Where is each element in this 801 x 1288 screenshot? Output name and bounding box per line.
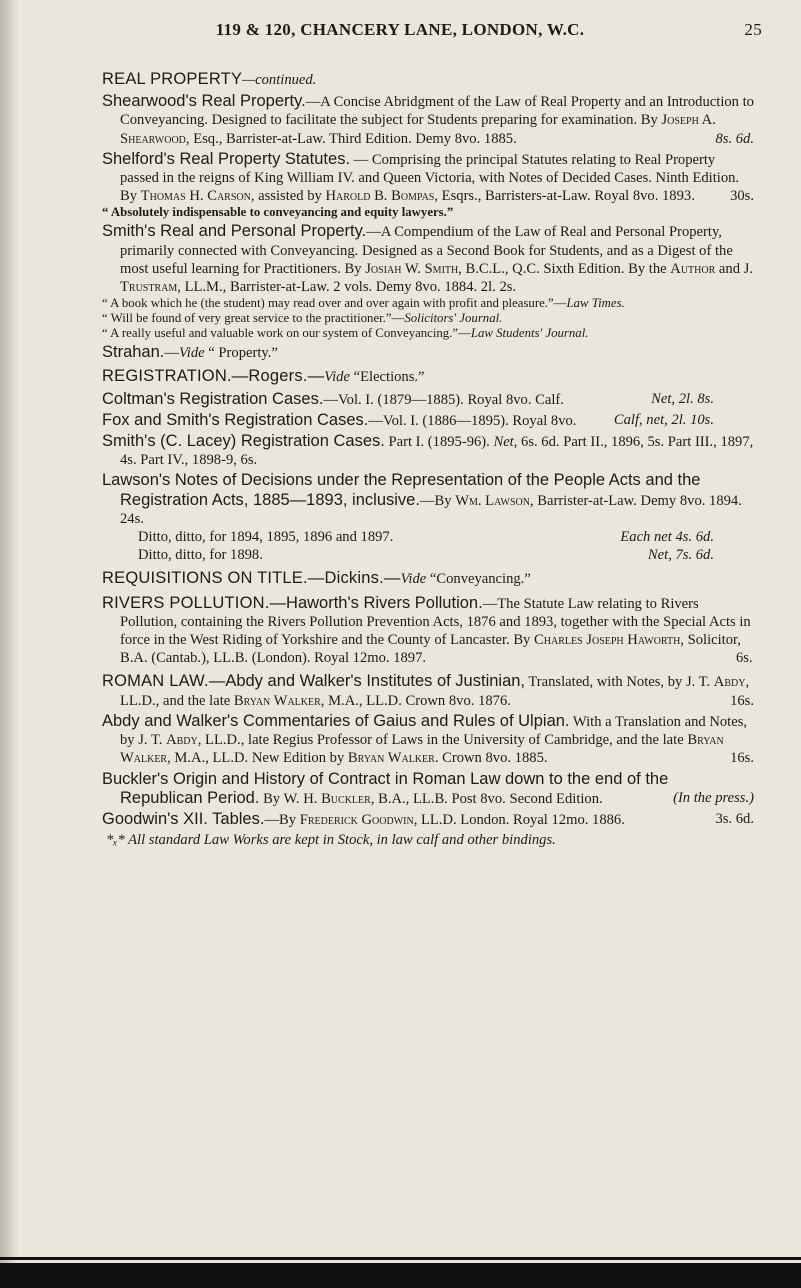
entry-buckler: Buckler's Origin and History of Contract in Roman Law down to the end of the Republican Period. By W. H. Buckler, B.A., LL.B. Post 8vo. Second Edition. (In the press.) bbox=[102, 769, 754, 807]
entry-title: Goodwin's XII. Tables. bbox=[102, 809, 265, 828]
entry-price: 3s. 6d. bbox=[715, 810, 754, 827]
section-heading-registration: REGISTRATION.—Rogers.—Vide “Elections.” bbox=[102, 367, 425, 386]
footnote: *ₓ* All standard Law Works are kept in Stock, in law calf and other bindings. bbox=[106, 832, 556, 849]
section-heading-requisitions: REQUISITIONS ON TITLE.—Dickins.—Vide “Conveyancing.” bbox=[102, 569, 531, 588]
entry-price: Calf, net, 2l. 10s. bbox=[613, 411, 714, 428]
header-address: 119 & 120, CHANCERY LANE, LONDON, W.C. bbox=[215, 20, 585, 39]
author-name: Buckler bbox=[321, 790, 371, 807]
page-header bbox=[30, 20, 770, 48]
entry-title: Lawson's Notes of Decisions under the Representation of the People Acts and the Registration Acts, 1885—1893, inclusive. bbox=[102, 471, 701, 509]
author-name: J. Trustram bbox=[120, 260, 753, 296]
entry-price: 30s. bbox=[730, 188, 754, 205]
entry-shelford: Shelford's Real Property Statutes. — Comprising the principal Statutes relating to Real Property passed in the reigns of King William IV. and Queen Victoria, with Notes of Decided Cases. Ninth Edition. By Thomas H. Carson, assisted by Harold B. Bompas, Esqrs., Barristers-at-Law. Royal 8vo. 1893. 30s. “ Absolutely indispensable to conveyancing and equity lawyers.” bbox=[102, 149, 754, 220]
entry-smith-lacey: Smith's (C. Lacey) Registration Cases. Part I. (1895-96). Net, 6s. 6d. Part II., 1896, 5s. Part III., 1897, 4s. Part IV., 1898-9, 6s. bbox=[102, 432, 754, 469]
entry-price: 16s. bbox=[730, 750, 754, 767]
entry-title: —Abdy and Walker's Institutes of Justinian, bbox=[208, 672, 526, 691]
ditto-line: Ditto, ditto, for 1898. Net, 7s. 6d. bbox=[120, 546, 754, 564]
section-heading-real-property: REAL PROPERTY—continued. bbox=[102, 70, 317, 88]
entry-abdy-gaius: Abdy and Walker's Commentaries of Gaius and Rules of Ulpian. With a Translation and Notes, by J. T. Abdy, LL.D., late Regius Professor of Laws in the University of Cambridge, and the late Bryan Walker, M.A., LL.D. New Edition by Bryan Walker. Crown 8vo. 1885. 16s. bbox=[102, 711, 754, 767]
entry-title: —Haworth's Rivers Pollution. bbox=[269, 593, 483, 612]
review-quote: “ A really useful and valuable work on our system of Conveyancing.”—Law Students' Journal. bbox=[102, 326, 589, 341]
bottom-black-rule bbox=[0, 1263, 801, 1288]
page-spine-shadow bbox=[0, 0, 18, 1288]
entry-title: Smith's (C. Lacey) Registration Cases. bbox=[102, 432, 385, 451]
review-quote: “ Absolutely indispensable to conveyancing and equity lawyers.” bbox=[102, 205, 454, 220]
entry-goodwin: Goodwin's XII. Tables.—By Frederick Goodwin, LL.D. London. Royal 12mo. 1886. 3s. 6d. bbox=[102, 809, 754, 828]
entry-coltman: Coltman's Registration Cases.—Vol. I. (1879—1885). Royal 8vo. Calf. Net, 2l. 8s. bbox=[102, 390, 754, 409]
entry-price: (In the press.) bbox=[673, 789, 754, 806]
review-quote: “ A book which he (the student) may read over and over again with profit and pleasure.”—Law Times. bbox=[102, 296, 625, 311]
entry-title: Buckler's Origin and History of Contract in Roman Law down to the end of the Republican Period. bbox=[102, 769, 669, 807]
author-name: Charles Joseph Haworth bbox=[534, 632, 681, 649]
entry-title: Shearwood's Real Property. bbox=[102, 92, 306, 111]
author-name: Bryan Walker bbox=[347, 750, 435, 767]
review-quote: “ Will be found of very great service to the practitioner.”—Solicitors' Journal. bbox=[102, 311, 503, 326]
entry-smith-property: Smith's Real and Personal Property.—A Compendium of the Law of Real and Personal Property, primarily connected with Conveyancing. Designed as a Second Book for Students, and as a Digest of the most useful learning for Practitioners. By Josiah W. Smith, B.C.L., Q.C. Sixth Edition. By the Author and J. Trustram, LL.M., Barrister-at-Law. 2 vols. Demy 8vo. 1884. 2l. 2s. “ A book which he (the student) may read over and over again with profit and pleasure.”—Law Times. “ Will be found of very great service to the practitioner.”—Solicitors' Journal. “ A really useful and valuable work on our system of Conveyancing.”—Law Students' Journal. bbox=[102, 222, 753, 341]
author-name: Josiah W. Smith bbox=[365, 260, 459, 277]
entry-haworth: RIVERS POLLUTION.—Haworth's Rivers Pollution.—The Statute Law relating to Rivers Pollution, containing the Rivers Pollution Prevention Acts, 1876 and 1893, together with the Special Acts in force in the West Riding of Yorkshire and the County of Lancaster. By Charles Joseph Haworth, Solicitor, B.A. (Cantab.), LL.B. (London). Royal 12mo. 1897. 6s. bbox=[102, 593, 753, 667]
author-name: Thomas H. Carson bbox=[140, 188, 251, 205]
entry-price: 16s. bbox=[730, 692, 754, 709]
entry-fox-smith: Fox and Smith's Registration Cases.—Vol. I. (1886—1895). Royal 8vo. Calf, net, 2l. 10s. bbox=[102, 411, 754, 430]
section-heading-roman-law: ROMAN LAW. bbox=[102, 672, 209, 691]
author-name: Abdy bbox=[166, 732, 198, 749]
author-name: Harold B. Bompas bbox=[325, 188, 435, 205]
author-name: Author bbox=[670, 260, 716, 277]
section-heading-rivers: RIVERS POLLUTION. bbox=[102, 593, 270, 612]
author-name: Bryan Walker bbox=[120, 732, 724, 767]
page-number: 25 bbox=[744, 20, 762, 39]
asterism-icon: *ₓ* bbox=[106, 832, 125, 849]
entry-title: Smith's Real and Personal Property. bbox=[102, 222, 367, 241]
entry-lawson: Lawson's Notes of Decisions under the Representation of the People Acts and the Registration Acts, 1885—1893, inclusive.—By Wm. Lawson, Barrister-at-Law. Demy 8vo. 1894. 24s. Ditto, ditto, for 1894, 1895, 1896 and 1897. Each net 4s. 6d. Ditto, ditto, for 1898. Net, 7s. 6d. bbox=[102, 471, 754, 564]
catalogue-content bbox=[102, 65, 754, 849]
entry-price: Each net 4s. 6d. bbox=[620, 529, 714, 546]
entry-title: Coltman's Registration Cases. bbox=[102, 389, 324, 408]
entry-strahan: Strahan.—Vide “ Property.” bbox=[102, 343, 278, 362]
entry-title: Fox and Smith's Registration Cases. bbox=[102, 410, 369, 429]
author-name: Frederick Goodwin bbox=[299, 811, 414, 828]
entry-title: Abdy and Walker's Commentaries of Gaius and Rules of Ulpian. bbox=[102, 711, 570, 730]
entry-price: Net, 7s. 6d. bbox=[647, 547, 714, 564]
author-name: Bryan Walker bbox=[233, 692, 321, 709]
author-name: Abdy bbox=[713, 674, 746, 691]
ditto-line: Ditto, ditto, for 1894, 1895, 1896 and 1897. Each net 4s. 6d. bbox=[120, 528, 754, 546]
entry-price: 8s. 6d. bbox=[715, 130, 754, 147]
entry-shearwood: Shearwood's Real Property.—A Concise Abridgment of the Law of Real Property and an Introduction to Conveyancing. Designed to facilitate the subject for Students preparing for examination. By Joseph A. Shearwood, Esq., Barrister-at-Law. Third Edition. Demy 8vo. 1885. 8s. 6d. bbox=[102, 92, 754, 147]
author-name: Wm. Lawson bbox=[455, 492, 530, 509]
entry-price: Net, 2l. 8s. bbox=[651, 390, 714, 407]
author-name: Joseph A. Shearwood bbox=[120, 112, 716, 147]
entry-abdy-institutes: ROMAN LAW.—Abdy and Walker's Institutes of Justinian, Translated, with Notes, by J. T. Abdy, LL.D., and the late Bryan Walker, M.A., LL.D. Crown 8vo. 1876. 16s. bbox=[102, 672, 754, 709]
entry-title: Strahan. bbox=[102, 343, 165, 362]
entry-title: Shelford's Real Property Statutes. bbox=[102, 149, 351, 168]
